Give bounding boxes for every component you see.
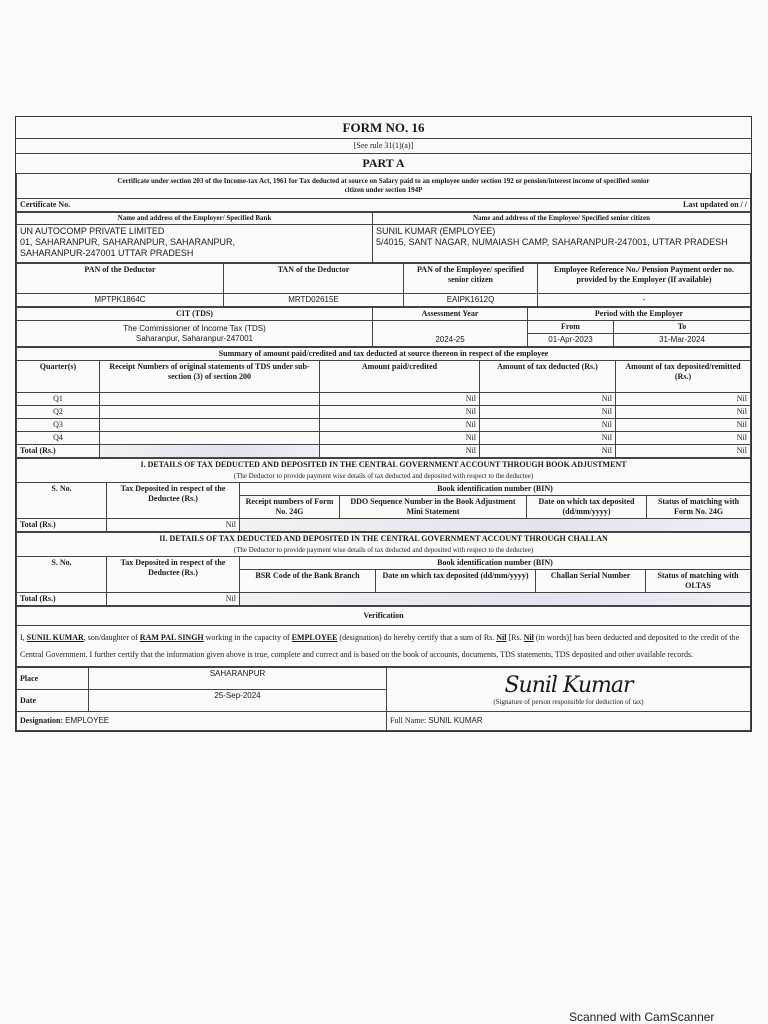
- rule-reference: [See rule 31(1)(a)]: [353, 141, 414, 150]
- employer-header: Name and address of the Employer/ Specified Bank: [17, 213, 373, 225]
- col-bsr-code: BSR Code of the Bank Branch: [240, 570, 376, 593]
- verification-text: [17, 626, 751, 667]
- to-label: To: [614, 321, 751, 334]
- verify-text: (designation) do hereby certify that a sum of Rs.: [339, 633, 495, 642]
- table-row-total: [17, 593, 751, 606]
- last-updated-label: Last updated on: [682, 200, 739, 209]
- verify-text: , son/daughter of: [83, 633, 138, 642]
- designation-value: EMPLOYEE: [65, 716, 110, 725]
- col-ddo-sequence: DDO Sequence Number in the Book Adjustment Mini Statement: [340, 496, 527, 519]
- date-value: 25-Sep-2024: [89, 690, 387, 712]
- from-date: 01-Apr-2023: [528, 334, 614, 347]
- deducted-cell: Nil: [480, 393, 616, 406]
- designation-cell: [17, 712, 387, 731]
- summary-header-quarter: Quarter(s): [17, 361, 100, 393]
- verify-name: SUNIL KUMAR: [26, 633, 84, 642]
- deposited-cell: Nil: [616, 406, 751, 419]
- verify-text: working in the capacity of: [205, 633, 290, 642]
- table-row: [17, 419, 751, 432]
- summary-header-paid: Amount paid/credited: [320, 361, 480, 393]
- employee-header: Name and address of the Employee/ Specified senior citizen: [373, 213, 751, 225]
- deposited-cell: Nil: [616, 419, 751, 432]
- cit-value: The Commissioner of Income Tax (TDS) Saharanpur, Saharanpur-247001: [17, 321, 373, 347]
- summary-header-receipt: Receipt Numbers of original statements of TDS under sub-section (3) of section 200: [100, 361, 320, 393]
- to-date: 31-Mar-2024: [614, 334, 751, 347]
- table-row-total: [17, 445, 751, 458]
- employee-ref: -: [538, 294, 751, 307]
- pan-deductor: MPTPK1864C: [17, 294, 224, 307]
- deducted-cell: Nil: [480, 445, 616, 458]
- full-name-cell: [387, 712, 751, 731]
- bin-label: Book identification number (BIN): [240, 557, 751, 570]
- tax-deposited-label: Tax Deposited in respect of the Deductee (Rs.): [107, 557, 240, 593]
- cit-label: CIT (TDS): [17, 308, 373, 321]
- total-value: Nil: [107, 593, 240, 606]
- receipt-cell: [100, 419, 320, 432]
- deposited-cell: Nil: [616, 445, 751, 458]
- deducted-cell: Nil: [480, 419, 616, 432]
- paid-cell: Nil: [320, 393, 480, 406]
- section1-title: I. DETAILS OF TAX DEDUCTED AND DEPOSITED IN THE CENTRAL GOVERNMENT ACCOUNT THROUGH BOOK ADJUSTMENT: [17, 459, 751, 472]
- summary-title: Summary of amount paid/credited and tax deducted at source thereon in respect of the employee: [17, 348, 751, 361]
- verify-amount-words: Nil: [523, 633, 534, 642]
- summary-header-deposited: Amount of tax deposited/remitted (Rs.): [616, 361, 751, 393]
- deducted-cell: Nil: [480, 406, 616, 419]
- certificate-text: Certificate under section 203 of the Income-tax Act, 1961 for Tax deducted at source on Salary paid to an employee under section 192 or pension/interest income of specified senior citizen under section 194P: [17, 174, 751, 199]
- paid-cell: Nil: [320, 406, 480, 419]
- place-value: SAHARANPUR: [89, 668, 387, 690]
- tan-deductor: MRTD02615E: [224, 294, 404, 307]
- tax-deposited-label: Tax Deposited in respect of the Deductee (Rs.): [107, 483, 240, 519]
- section1-subtitle: (The Deductor to provide payment wise details of tax deducted and deposited with respect to the deductee): [17, 471, 751, 483]
- full-name-label: Full Name:: [390, 716, 427, 725]
- pan-employee-label: PAN of the Employee/ specified senior citizen: [404, 264, 538, 294]
- table-row: [17, 393, 751, 406]
- col-date-deposited: Date on which tax deposited (dd/mm/yyyy): [376, 570, 536, 593]
- table-row-total: [17, 519, 751, 532]
- table-row: [17, 406, 751, 419]
- total-value: Nil: [107, 519, 240, 532]
- assessment-year: 2024-25: [373, 321, 528, 347]
- summary-header-deducted: Amount of tax deducted (Rs.): [480, 361, 616, 393]
- employee-ref-label: Employee Reference No./ Pension Payment order no. provided by the Employer (If available): [538, 264, 751, 294]
- designation-label: Designation:: [20, 716, 64, 725]
- part-title: PART A: [362, 156, 405, 170]
- tan-deductor-label: TAN of the Deductor: [224, 264, 404, 294]
- quarter-cell: Q2: [17, 406, 100, 419]
- scanner-watermark: Scanned with CamScanner: [569, 1010, 715, 1024]
- receipt-cell: [100, 393, 320, 406]
- verify-father-name: RAM PAL SINGH: [139, 633, 204, 642]
- period-label: Period with the Employer: [528, 308, 751, 321]
- receipt-cell: [100, 445, 320, 458]
- section2-subtitle: (The Deductor to provide payment wise details of tax deducted and deposited with respect to the deductee): [17, 545, 751, 557]
- col-status-24g: Status of matching with Form No. 24G: [647, 496, 751, 519]
- last-updated-value: / /: [740, 200, 747, 209]
- assessment-year-label: Assessment Year: [373, 308, 528, 321]
- deducted-cell: Nil: [480, 432, 616, 445]
- pan-deductor-label: PAN of the Deductor: [17, 264, 224, 294]
- col-receipt-24g: Receipt numbers of Form No. 24G: [240, 496, 340, 519]
- certificate-no-label: Certificate No.: [20, 200, 71, 209]
- full-name-value: SUNIL KUMAR: [428, 716, 483, 725]
- verify-capacity: EMPLOYEE: [291, 633, 338, 642]
- signature: Sunil Kumar: [504, 673, 633, 698]
- signature-block: [387, 668, 751, 712]
- verification-title: Verification: [17, 607, 751, 626]
- paid-cell: Nil: [320, 419, 480, 432]
- pan-employee: EAIPK1612Q: [404, 294, 538, 307]
- receipt-cell: [100, 406, 320, 419]
- paid-cell: Nil: [320, 445, 480, 458]
- total-label: Total (Rs.): [17, 593, 107, 606]
- from-label: From: [528, 321, 614, 334]
- place-label: Place: [17, 668, 89, 690]
- date-label: Date: [17, 690, 89, 712]
- quarter-cell: Total (Rs.): [17, 445, 100, 458]
- sno-label: S. No.: [17, 557, 107, 593]
- verify-text: [Rs.: [508, 633, 522, 642]
- paid-cell: Nil: [320, 432, 480, 445]
- form-16: [15, 116, 752, 732]
- verify-amount: Nil: [496, 633, 507, 642]
- quarter-cell: Q3: [17, 419, 100, 432]
- quarter-cell: Q4: [17, 432, 100, 445]
- col-challan-serial: Challan Serial Number: [536, 570, 646, 593]
- total-label: Total (Rs.): [17, 519, 107, 532]
- section2-title: II. DETAILS OF TAX DEDUCTED AND DEPOSITED IN THE CENTRAL GOVERNMENT ACCOUNT THROUGH CHALLAN: [17, 533, 751, 546]
- receipt-cell: [100, 432, 320, 445]
- col-status-oltas: Status of matching with OLTAS: [646, 570, 751, 593]
- deposited-cell: Nil: [616, 393, 751, 406]
- employee-address: SUNIL KUMAR (EMPLOYEE) 5/4015, SANT NAGAR, NUMAIASH CAMP, SAHARANPUR-247001, UTTAR PRADESH: [373, 225, 751, 263]
- employer-address: UN AUTOCOMP PRIVATE LIMITED 01, SAHARANPUR, SAHARANPUR, SAHARANPUR, SAHARANPUR-247001 UTTAR PRADESH: [17, 225, 373, 263]
- deposited-cell: Nil: [616, 432, 751, 445]
- table-row: [17, 432, 751, 445]
- verify-text: (in words)] has been deducted and deposited to the credit of the Central Government. I further certify that the information given above is true, complete and correct and is based on the book of accounts, documents, TDS statements, TDS deposited and other available records.: [20, 633, 740, 659]
- verify-text: I,: [20, 633, 25, 642]
- bin-label: Book identification number (BIN): [240, 483, 751, 496]
- col-date-deposited: Date on which tax deposited (dd/mm/yyyy): [527, 496, 647, 519]
- form-title: FORM NO. 16: [342, 120, 425, 135]
- sno-label: S. No.: [17, 483, 107, 519]
- quarter-cell: Q1: [17, 393, 100, 406]
- signature-caption: (Signature of person responsible for deduction of tax): [493, 698, 644, 706]
